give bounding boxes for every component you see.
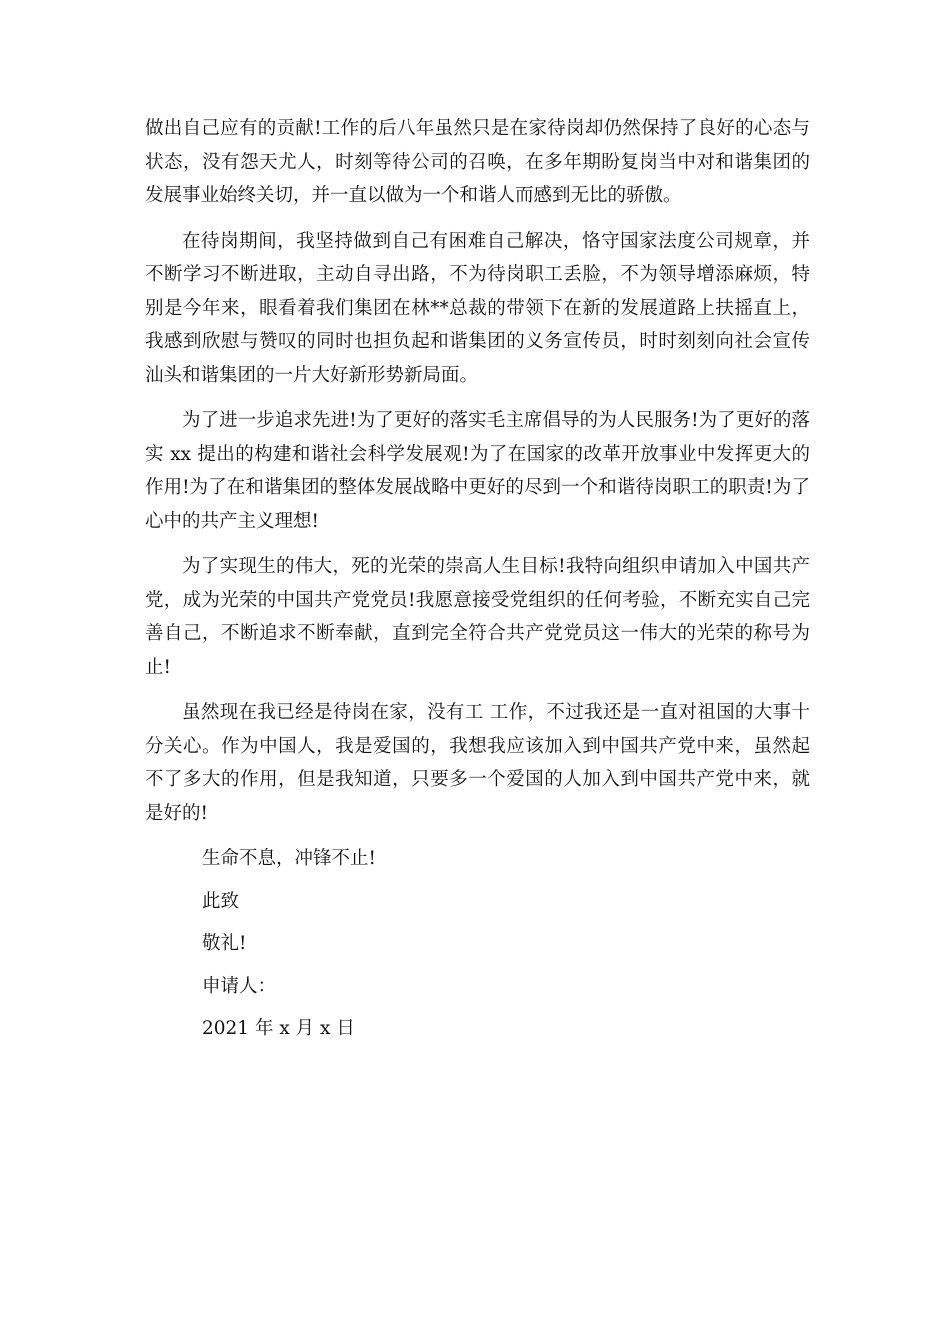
letter-date: 2021 年 x 月 x 日 [202, 1018, 355, 1039]
letter-body [145, 112, 810, 1055]
applicant-label: 申请人： [202, 975, 277, 997]
closing-salutation-2: 敬礼! [202, 933, 247, 954]
paragraph-application: 为了实现生的伟大，死的光荣的崇高人生目标!我特向组织申请加入中国共产党，成为光荣的中国共产党党员!我愿意接受党组织的任何考验，不断充实自己完善自己，不断追求不断奉献，直到完全符合共产党党员这一伟大的光荣的称号为止! [145, 556, 810, 678]
paragraph-aspirations: 为了进一步追求先进!为了更好的落实毛主席倡导的为人民服务!为了更好的落实 xx 提出的构建和谐社会科学发展观!为了在国家的改革开放事业中发挥更大的作用!为了在和谐集团的整体发展战略中更好的尽到一个和谐待岗职工的职责!为了心中的共产主义理想! [145, 410, 810, 532]
closing-motto: 生命不息，冲锋不止! [202, 848, 376, 869]
paragraph-continuation: 做出自己应有的贡献!工作的后八年虽然只是在家待岗却仍然保持了良好的心态与状态，没有怨天尤人，时刻等待公司的召唤，在多年期盼复岗当中对和谐集团的发展事业始终关切，并一直以做为一个和谐人而感到无比的骄傲。 [145, 118, 811, 206]
paragraph-patriotism: 虽然现在我已经是待岗在家，没有工 工作，不过我还是一直对祖国的大事十分关心。作为中国人，我是爱国的，我想我应该加入到中国共产党中来，虽然起不了多大的作用，但是我知道，只要多一个爱国的人加入到中国共产党中来，就是好的! [145, 702, 810, 824]
closing-salutation-1: 此致 [202, 890, 240, 912]
paragraph-waiting-period: 在待岗期间，我坚持做到自己有困难自己解决，恪守国家法度公司规章，并不断学习不断进取，主动自寻出路，不为待岗职工丢脸，不为领导增添麻烦，特别是今年来，眼看着我们集团在林**总裁的带领下在新的发展道路上扶摇直上，我感到欣慰与赞叹的同时也担负起和谐集团的义务宣传员，时时刻刻向社会宣传汕头和谐集团的一片大好新形势新局面。 [145, 230, 810, 386]
